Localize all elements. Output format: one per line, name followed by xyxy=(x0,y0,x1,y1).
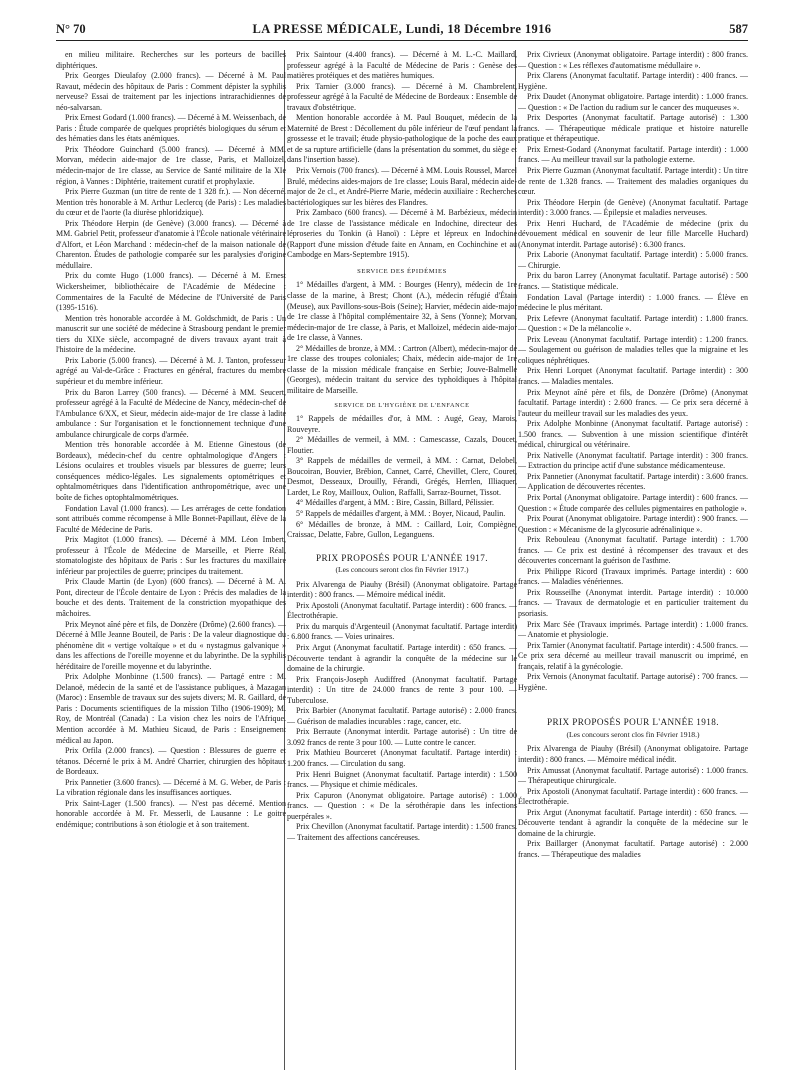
paragraph: Prix Meynot aîné père et fils, de Donzère (Drôme) (Anonymat facultatif. Partage interdit) : 2.600 francs. — Ce prix sera décerné à l'auteur du meilleur travail sur les maladies des yeux. xyxy=(518,387,748,418)
paragraph: Prix Pourat (Anonymat obligatoire. Partage interdit) : 900 francs. — Question : « Mécanisme de la glycosurie adrénalinique ». xyxy=(518,514,748,534)
paragraph: 3° Rappels de médailles de vermeil, à MM. : Carnat, Delobel, Boucoiran, Bouvier, Brébion, Cannet, Carré, Chevillet, Clerc, Couret, Desmot, Desseaux, Drouilly, Férandi, Grégés, Herrlen, Illiaquer, Lardet, Le Roy, Mailloux, Oulion, Raffalli, Sarraz-Bournet, Tissot. xyxy=(287,456,517,497)
section-title-hygiene: SERVICE DE L'HYGIÈNE DE L'ENFANCE xyxy=(334,401,470,409)
column-2 xyxy=(287,50,517,1075)
paragraph: Prix Théodore Herpin (de Genève) (Anonymat facultatif. Partage interdit) : 3.000 francs. — Épilepsie et maladies nerveuses. xyxy=(518,197,748,218)
paragraph: 1° Médailles d'argent, à MM. : Bourges (Henry), médecin de 1re classe de la marine, à Brest; Chont (A.), médecin réfugié d'Étain (Meuse), aux Pavillons-sous-Bois (Seine); Harvier, médecin aide-major de 1re classe à l'hôpital complémentaire 32, à Sens (Yonne); Morvan, médecin-major de 1re classe, à Paris, et Malloizel, médecin aide-major de 1re classe, à Vannes. xyxy=(287,280,517,343)
paragraph: Prix Barbier (Anonymat facultatif. Partage autorisé) : 2.000 francs. — Guérison de maladies incurables : rage, cancer, etc. xyxy=(287,706,517,726)
paragraph: Prix Henri Lorquet (Anonymat facultatif. Partage interdit) : 300 francs. — Maladies mentales. xyxy=(518,366,748,386)
paragraph: 2° Médailles de vermeil, à MM. : Camescasse, Cazals, Doucet, Floutier. xyxy=(287,435,517,455)
paragraph: 1° Rappels de médailles d'or, à MM. : Augé, Geay, Marois, Rouveyre. xyxy=(287,414,517,434)
paragraph: Prix Argut (Anonymat facultatif. Partage interdit) : 650 francs. — Découverte tendant à agrandir la conquête de la médecine sur le domaine de la chirurgie. xyxy=(518,807,748,838)
prize-list-1918 xyxy=(518,744,748,860)
paragraph: Prix Alvarenga de Piauhy (Brésil) (Anonymat obligatoire. Partage interdit) : 800 francs. — Mémoire médical inédit. xyxy=(287,579,517,600)
paragraph: Prix Pannetier (3.600 francs). — Décerné à M. G. Weber, de Paris : La vibration régionale dans les insuffisances aortiques. xyxy=(56,777,286,798)
paragraph: Prix Daudet (Anonymat obligatoire. Partage interdit) : 1.000 francs. — Question : « De l'action du radium sur le cancer des muqueuses ». xyxy=(518,92,748,112)
paragraph: Prix Apostoli (Anonymat facultatif. Partage interdit) : 600 francs. — Électrothérapie. xyxy=(287,600,517,621)
prize-list-1917-continued xyxy=(518,50,748,693)
paragraph: Prix Apostoli (Anonymat facultatif. Partage interdit) : 600 francs. — Électrothérapie. xyxy=(518,786,748,807)
paragraph: Prix Argut (Anonymat facultatif. Partage interdit) : 650 francs. — Découverte tendant à agrandir la conquête de la médecine sur le domaine de la chirurgie. xyxy=(287,642,517,674)
paragraph: Prix Meynot aîné père et fils, de Donzère (Drôme) (2.600 francs). — Décerné à Mlle Jeanne Bouteil, de Paris : De la valeur diagnostique du phénomène dit « vertige voltaïque » et du « nystagmus galvanique » dans les affections de l'oreille moyenne et du labyrinthe. De la syphilis héréditaire de l'oreille moyenne et du labyrinthe. xyxy=(56,619,286,671)
paragraph: Mention honorable accordée à M. Paul Bouquet, médecin de la Maternité de Brest : Décollement du pôle inférieur de l'œuf pendant la grossesse et le travail; étude physio-pathologique de la poche des eaux et de sa rupture artificielle (dans la présentation du sommet, du siège et dans l'insertion basse). xyxy=(287,113,517,165)
paragraph: Prix Tarnier (3.000 francs). — Décerné à M. Chambrelent, professeur agrégé à la Faculté de Médecine de Bordeaux : Ensemble de travaux d'obstétrique. xyxy=(287,81,517,112)
paragraph: Prix Théodore Guinchard (5.000 francs). — Décerné à MM. Morvan, médecin aide-major de 1re classe, Paris, et Malloizel, médecin-major de 1re classe, au Service de Santé militaire de la XIe région, à Vannes : Diphtérie, traitement curatif et prophylaxie. xyxy=(56,144,286,186)
paragraph: 4° Médailles d'argent, à MM. : Bire, Cassin, Billard, Pélissier. xyxy=(296,498,495,508)
paragraph: Prix Magitot (1.000 francs). — Décerné à MM. Léon Imbert, professeur à l'École de Médecine de Marseille, et Pierre Réal, stomatologiste des hôpitaux de Paris : Sur les fractures du maxillaire inférieur par projectiles de guerre; principes du traitement. xyxy=(56,535,286,576)
paragraph: Prix Laborie (5.000 francs). — Décerné à M. J. Tanton, professeur agrégé au Val-de-Grâce : Fractures en général, fractures du membre supérieur et du membre inférieur. xyxy=(56,355,286,386)
paragraph: Prix François-Joseph Audiffred (Anonymat facultatif. Partage interdit) : Un titre de 24.000 francs de rente 3 pour 100. — Tuberculose. xyxy=(287,674,517,705)
paragraph: Prix Laborie (Anonymat facultatif. Partage interdit) : 5.000 francs. — Chirurgie. xyxy=(518,250,748,270)
paragraph: Prix Vernois (Anonymat facultatif. Partage autorisé) : 700 francs. — Hygiène. xyxy=(518,672,748,692)
paragraph: Prix du baron Larrey (Anonymat facultatif. Partage autorisé) : 500 francs. — Statistique médicale. xyxy=(518,271,748,292)
paragraph: Prix Portal (Anonymat obligatoire. Partage interdit) : 600 francs. — Question : « Étude comparée des cellules pigmentaires en pathologie ». xyxy=(518,492,748,513)
paragraph: Prix Nativelle (Anonymat facultatif. Partage interdit) : 300 francs. — Extraction du principe actif d'une substance médicamenteuse. xyxy=(518,450,748,471)
paragraph: Prix Théodore Herpin (de Genève) (3.000 francs). — Décerné à MM. Gabriel Petit, professeur d'anatomie à l'École nationale vétérinaire d'Alfort, et Léon Marchand : médecin-chef de la maison nationale de Charenton. Études de pathologie comparée sur les paralysies d'origine médullaire. xyxy=(56,218,286,270)
paragraph: 5° Rappels de médailles d'argent, à MM. : Boyer, Nicaud, Paulin. xyxy=(296,508,506,518)
paragraph: Fondation Laval (1.000 francs). — Les arrérages de cette fondation sont attribués comme récompense à Mlle Bonnet-Papillaut, élève de la Faculté de Médecine de Paris. xyxy=(56,503,286,534)
medal-list-epidemies xyxy=(287,280,517,396)
paragraph: Prix Georges Dieulafoy (2.000 francs). — Décerné à M. Paul Ravaut, médecin des hôpitaux de Paris : Comment dépister la syphilis nerveuse? Essai de traitement par les injections intrarachidiennes de néo-salvarsan. xyxy=(56,71,286,112)
paragraph: Prix Civrieux (Anonymat obligatoire. Partage interdit) : 800 francs. — Question : « Les réflexes d'automatisme médullaire ». xyxy=(518,50,748,70)
paragraph: Prix Adolphe Monbinne (Anonymat facultatif. Partage autorisé) : 1.500 francs. — Subvention à une mission scientifique d'intérêt médical, chirurgical ou vétérinaire. xyxy=(518,419,748,450)
paragraph: Prix Chevillon (Anonymat facultatif. Partage interdit) : 1.500 francs. — Traitement des affections cancéreuses. xyxy=(287,822,517,842)
paragraph: Prix Baillarger (Anonymat facultatif. Partage autorisé) : 2.000 francs. — Thérapeutique des maladies xyxy=(518,839,748,859)
paragraph: Prix Orfila (2.000 francs). — Question : Blessures de guerre et tétanos. Décerné le prix à M. André Charrier, chirurgien des hôpitaux de Bordeaux. xyxy=(56,746,286,777)
paragraph: Prix Leveau (Anonymat facultatif. Partage interdit) : 1.200 francs. — Soulagement ou guérison de maladies telles que la migraine et les coliques néphrétiques. xyxy=(518,334,748,365)
paragraph: 6° Médailles de bronze, à MM. : Caillard, Loir, Compiègne, Craissac, Delatte, Fabre, Gullon, Leganguens. xyxy=(287,519,517,540)
section-title-prix-1917: PRIX PROPOSÉS POUR L'ANNÉE 1917. xyxy=(316,552,488,563)
column-1 xyxy=(56,50,286,1075)
paragraph: Prix Adolphe Monbinne (1.500 francs). — Partagé entre : M. Delanoë, médecin de la santé et de l'assistance publiques, à Mazagan (Maroc) : Ensemble de travaux sur des sujets divers; M. R. Gaillard, de Paris : Documents scientifiques de la mission Tilho (1906-1909); M. Roy, de Montréal (Canada) : La vision chez les noirs de l'Afrique. Mention accordée à M. Mathieu Sicaud, de Paris : Enseignement médical au Japon. xyxy=(56,672,286,745)
section-subtitle-prix-1918: (Les concours seront clos fin Février 1918.) xyxy=(566,729,700,739)
column-3 xyxy=(518,50,748,1075)
paragraph: Prix du marquis d'Argenteuil (Anonymat facultatif. Partage interdit) : 6.800 francs. — Voies urinaires. xyxy=(287,621,517,642)
paragraph: Prix Clarens (Anonymat facultatif. Partage interdit) : 400 francs. — Hygiène. xyxy=(518,71,748,91)
prize-list-awarded xyxy=(287,50,517,261)
paragraph: Prix Desportes (Anonymat facultatif. Partage autorisé) : 1.300 francs. — Thérapeutique médicale pratique et histoire naturelle pratique et thérapeutique. xyxy=(518,113,748,144)
paragraph: Prix Pannetier (Anonymat facultatif. Partage interdit) : 3.600 francs. — Application de découvertes récentes. xyxy=(518,471,748,492)
paragraph: Prix Pierre Guzman (Anonymat facultatif. Partage interdit) : Un titre de rente de 1.328 francs. — Traitement des maladies organiques du cœur. xyxy=(518,166,748,197)
paragraph: Mention très honorable accordée à M. Etienne Ginestous (de Bordeaux), médecin-chef du centre ophtalmologique d'Angers : Lésions oculaires et troubles visuels par blessures de guerre; leurs conséquences médico-légales. Les signalements optométriques et ophtalmométriques dans l'identification anthropométrique, avec une boîte de fiches optophtalmométriques. xyxy=(56,440,286,502)
paragraph: Prix Henri Buignet (Anonymat facultatif. Partage interdit) : 1.500 francs. — Physique et chimie médicales. xyxy=(287,769,517,790)
paragraph: Prix Lefevre (Anonymat facultatif. Partage interdit) : 1.800 francs. — Question : « De la mélancolie ». xyxy=(518,313,748,334)
paragraph: Prix Saintour (4.400 francs). — Décerné à M. L.-C. Maillard, professeur agrégé à la Faculté de Médecine de Paris : Genèse des matières protéiques et des matières humiques. xyxy=(287,50,517,81)
paragraph: Prix Ernest Godard (1.000 francs). — Décerné à M. Weissenbach, de Paris : Étude comparée de quelques propriétés biologiques du sérum et des hématies dans les états anémiques. xyxy=(56,113,286,144)
paragraph: Prix Rebouleau (Anonymat facultatif. Partage interdit) : 1.700 francs. — Ce prix est destiné à récompenser des travaux et des découvertes concernant la guérison de l'asthme. xyxy=(518,535,748,566)
paragraph: en milieu militaire. Recherches sur les porteurs de bacilles diphtériques. xyxy=(56,50,286,70)
paragraph: Prix Claude Martin (de Lyon) (600 francs). — Décerné à M. A. Pont, directeur de l'École dentaire de Lyon : Précis des maladies de la bouche et des dents. Traitement de la constriction myopathique des mâchoires. xyxy=(56,577,286,618)
paragraph: Prix Alvarenga de Piauhy (Brésil) (Anonymat obligatoire. Partage interdit) : 800 francs. — Mémoire médical inédit. xyxy=(518,744,748,764)
journal-title: LA PRESSE MÉDICALE, Lundi, 18 Décembre 1916 xyxy=(252,22,552,36)
paragraph: Prix Henri Huchard, de l'Académie de médecine (prix du dévouement médical en souvenir de leur fille Marcelle Huchard) (Anonymat interdit. Partage autorisé) : 6.300 francs. xyxy=(518,218,748,249)
issue-number: N° 70 xyxy=(56,22,86,36)
section-title-prix-1918: PRIX PROPOSÉS POUR L'ANNÉE 1918. xyxy=(547,717,719,728)
paragraph: Prix du comte Hugo (1.000 francs). — Décerné à M. Ernest Wickersheimer, bibliothécaire de l'Académie de Médecine : Commentaires de la Faculté de Médecine de l'Université de Paris (1395-1516). xyxy=(56,271,286,313)
paragraph: 2° Médailles de bronze, à MM. : Cartron (Albert), médecin-major de 1re classe des troupes coloniales; Chaix, médecin aide-major de 1re classe de la mission médicale française en Serbie; Jouve-Balmelle (Georges), médecin traitant du service des typhoïdiques à l'hôpital militaire de Marseille. xyxy=(287,343,517,395)
section-title-epidemies: SERVICE DES ÉPIDÉMIES xyxy=(357,267,447,275)
paragraph: Prix Rousseilhe (Anonymat interdit. Partage interdit) : 10.000 francs. — Travaux de dermatologie et en particulier traitement du psoriasis. xyxy=(518,587,748,618)
paragraph: Prix Marc Sée (Travaux imprimés. Partage interdit) : 1.000 francs. — Anatomie et physiologie. xyxy=(518,619,748,640)
paragraph: Prix Pierre Guzman (un titre de rente de 1 328 fr.). — Non décerné. Mention très honorable à M. Arthur Leclercq (de Paris) : Les maladies du cœur et de l'aorte (la diurèse phloridzique). xyxy=(56,187,286,218)
paragraph: Prix Berraute (Anonymat interdit. Partage autorisé) : Un titre de 3.092 francs de rente 3 pour 100. — Lutte contre le cancer. xyxy=(287,727,517,747)
paragraph: Prix Philippe Ricord (Travaux imprimés. Partage interdit) : 600 francs. — Maladies vénériennes. xyxy=(518,566,748,587)
paragraph: Prix Tarnier (Anonymat facultatif. Partage interdit) : 4.500 francs. — Ce prix sera décerné au meilleur travail manuscrit ou imprimé, en français, relatif à la gynécologie. xyxy=(518,640,748,671)
paragraph: Mention très honorable accordée à M. Goldschmidt, de Paris : Un manuscrit sur une société de médecine à Strasbourg pendant le premier tiers du XIXe siècle, accompagné de divers travaux ayant trait à l'histoire de la médecine. xyxy=(56,313,286,355)
paragraph: Fondation Laval (Partage interdit) : 1.000 francs. — Élève en médecine le plus méritant. xyxy=(518,292,748,313)
section-subtitle-prix-1917: (Les concours seront clos fin Février 1917.) xyxy=(335,565,469,575)
paragraph: Prix Saint-Lager (1.500 francs). — N'est pas décerné. Mention honorable accordée à M. Fr. Messerli, de Lausanne : Le goitre endémique; contributions à son étiologie et à son traitement. xyxy=(56,798,286,829)
page-header xyxy=(56,20,748,41)
medal-list-hygiene xyxy=(287,414,517,541)
paragraph: Prix Vernois (700 francs). — Décerné à MM. Louis Roussel, Marcel Brulé, médecins aides-majors de 1re classe; Louis Baral, médecin aide-major de 2e cl., et André-Pierre Marie, médecin auxiliaire : Recherches bactériologiques sur les bières des Flandres. xyxy=(287,166,517,207)
paragraph: Prix Amussat (Anonymat facultatif. Partage autorisé) : 1.000 francs. — Thérapeutique chirurgicale. xyxy=(518,765,748,786)
prize-list-1917 xyxy=(287,580,517,844)
paragraph: Prix du Baron Larrey (500 francs). — Décerné à MM. Seucert, professeur agrégé à la Faculté de Médecine de Nancy, médecin-chef de l'Ambulance 6/XX, et Sieur, médecin aide-major de 1re classe à ladite ambulance : Sur l'organisation et le fonctionnement technique d'une ambulance chirurgicale de corps d'armée. xyxy=(56,387,286,439)
paragraph: Prix Mathieu Bourceret (Anonymat facultatif. Partage interdit) : 1.200 francs. — Circulation du sang. xyxy=(287,748,517,768)
paragraph: Prix Zambaco (600 francs). — Décerné à M. Barbézieux, médecin de 1re classe de l'assistance médicale en Indochine, directeur des léproseries du Tonkin (à Hanoï) : Lèpre et lépreux en Indochine (Rapport d'une mission d'étude faite en Annam, en Cochinchine et au Cambodge en Mars-Septembre 1915). xyxy=(287,208,517,260)
page-number: 587 xyxy=(729,22,748,36)
paragraph: Prix Capuron (Anonymat obligatoire. Partage autorisé) : 1.000 francs. — Question : « De la sérothérapie dans les infections puerpérales ». xyxy=(287,790,517,821)
paragraph: Prix Ernest-Godard (Anonymat facultatif. Partage interdit) : 1.000 francs. — Au meilleur travail sur la pathologie externe. xyxy=(518,144,748,165)
